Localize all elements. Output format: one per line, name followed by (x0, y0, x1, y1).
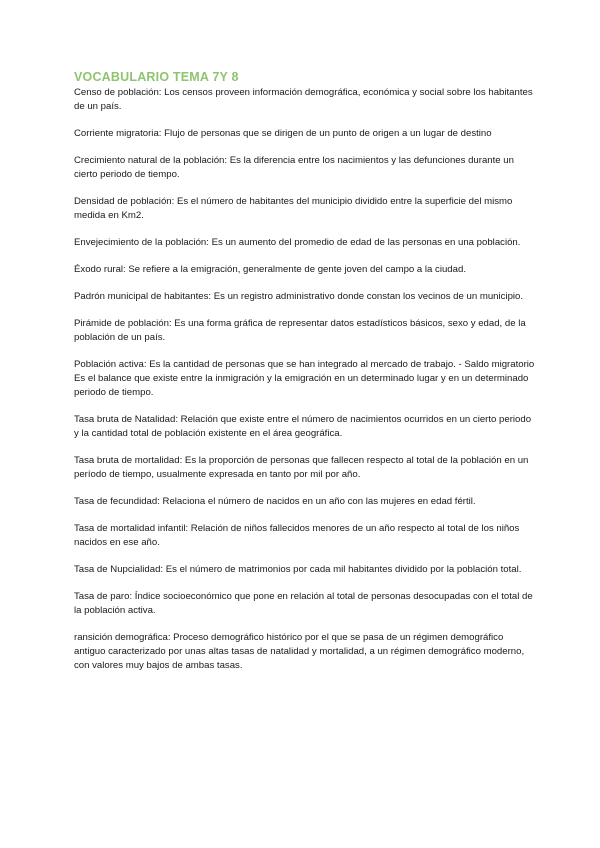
vocabulary-entry: Éxodo rural: Se refiere a la emigración, generalmente de gente joven del campo a la ciudad. (74, 264, 466, 275)
vocabulary-entry: Tasa de paro: Índice socioeconómico que pone en relación al total de personas desocupadas con el total de la población activa. (74, 591, 533, 616)
vocabulary-entry: Tasa bruta de Natalidad: Relación que existe entre el número de nacimientos ocurridos en un cierto periodo y la cantidad total de población existente en el área geográfica. (74, 414, 532, 439)
vocabulary-entry: Densidad de población: Es el número de habitantes del municipio dividido entre la superficie del mismo medida en Km2. (74, 196, 513, 221)
document-body (74, 70, 536, 686)
vocabulary-entry: Tasa de mortalidad infantil: Relación de niños fallecidos menores de un año respecto al total de los niños nacidos en ese año. (74, 523, 520, 548)
vocabulary-entry: Pirámide de población: Es una forma gráfica de representar datos estadísticos básicos, sexo y edad, de la población de un país. (74, 318, 526, 343)
vocabulary-entry: Corriente migratoria: Flujo de personas que se dirigen de un punto de origen a un lugar de destino (74, 128, 492, 139)
vocabulary-entry: Tasa de fecundidad: Relaciona el número de nacidos en un año con las mujeres en edad fértil. (74, 496, 476, 507)
vocabulary-entry: ransición demográfica: Proceso demográfico histórico por el que se pasa de un régimen demográfico antiguo caracterizado por unas altas tasas de natalidad y mortalidad, a un régimen demográfico moderno, con valores muy bajos de ambas tasas. (74, 632, 525, 671)
vocabulary-entry: Censo de población: Los censos proveen información demográfica, económica y social sobre los habitantes de un país. (74, 87, 533, 112)
vocabulary-list (74, 86, 536, 673)
vocabulary-entry: Población activa: Es la cantidad de personas que se han integrado al mercado de trabajo. - Saldo migratorio Es el balance que existe entre la inmigración y la emigración en un determinado lugar y en un determinado periodo de tiempo. (74, 359, 535, 398)
vocabulary-entry: Envejecimiento de la población: Es un aumento del promedio de edad de las personas en una población. (74, 237, 521, 248)
vocabulary-entry: Padrón municipal de habitantes: Es un registro administrativo donde constan los vecinos de un municipio. (74, 291, 524, 302)
vocabulary-entry: Tasa de Nupcialidad: Es el número de matrimonios por cada mil habitantes dividido por la población total. (74, 564, 522, 575)
document-title: VOCABULARIO TEMA 7Y 8 (74, 70, 239, 84)
vocabulary-entry: Crecimiento natural de la población: Es la diferencia entre los nacimientos y las defunciones durante un cierto periodo de tiempo. (74, 155, 514, 180)
vocabulary-entry: Tasa bruta de mortalidad: Es la proporción de personas que fallecen respecto al total de la población en un período de tiempo, usualmente expresada en tanto por mil por año. (74, 455, 529, 480)
